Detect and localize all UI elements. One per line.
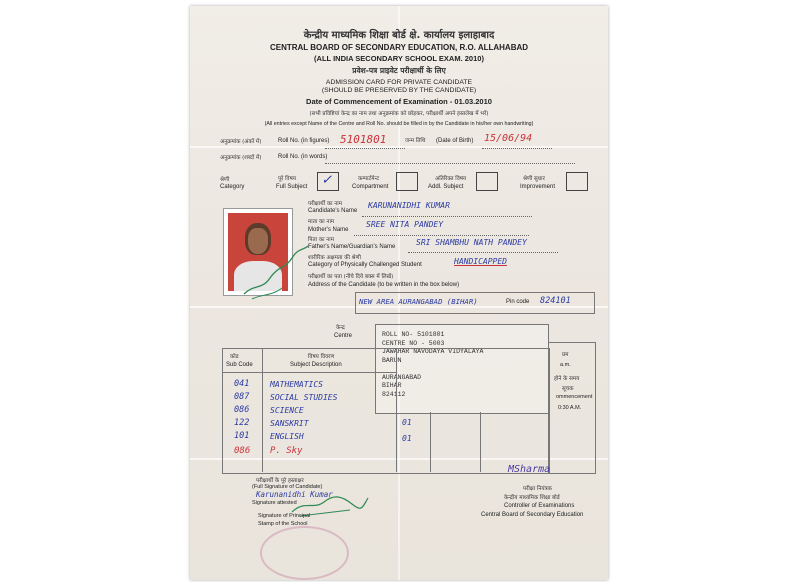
centre-line: BARUN: [382, 356, 402, 364]
marks-value: 01: [402, 434, 412, 443]
addl-subject-label: Addl. Subject: [428, 184, 464, 190]
handicap-label-hindi: शारीरिक अक्षमता की श्रेणी: [308, 255, 361, 261]
address-box: [355, 292, 595, 314]
signature-attested-label: Signature attested: [252, 500, 297, 506]
attestation-signature-photo: [242, 244, 312, 304]
handicap-value: HANDICAPPED: [454, 257, 507, 266]
dob-label: (Date of Birth): [436, 138, 474, 144]
compartment-label: Compartment: [352, 184, 389, 190]
subject-codes: [234, 378, 249, 443]
addl-subject-label-hindi: अतिरिक्त विषय: [435, 176, 467, 182]
time-label-hindi-2: सूचक: [562, 386, 574, 392]
principal-signature-label: Signature of Principal: [258, 513, 311, 519]
handicap-label: Category of Physically Challenged Student: [308, 262, 422, 268]
centre-line: 824112: [382, 390, 406, 398]
red-subject-name: P. Sky: [270, 446, 303, 456]
controller-label-hindi-2: केन्द्रीय माध्यमिक शिक्षा बोर्ड: [504, 495, 560, 501]
code-header: Sub Code: [226, 362, 253, 368]
preserve-note: (SHOULD BE PRESERVED BY THE CANDIDATE): [321, 87, 477, 94]
subject-names: [270, 378, 337, 443]
centre-line: BIHAR: [382, 382, 402, 389]
subject-code: 122: [234, 418, 250, 428]
code-header-hindi: कोड: [230, 354, 239, 360]
candidate-signature: Karunanidhi Kumar: [256, 490, 333, 499]
subject-code: 087: [234, 392, 250, 402]
board-title-hindi: केन्द्रीय माध्यमिक शिक्षा बोर्ड क्षे. कार्यालय इलाहाबाद: [303, 30, 495, 41]
mother-label: Mother's Name: [308, 227, 349, 233]
commencement-date: Date of Commencement of Examination - 01.03.2010: [306, 97, 492, 106]
entries-note: (All entries except Name of the Centre and Roll No. should be filled in by the Candidate in his/her own handwriting): [264, 121, 534, 127]
name-label-hindi: परीक्षार्थी का नाम: [308, 201, 343, 207]
roll-words-label-hindi: अनुक्रमांक (शब्दों में): [220, 155, 262, 161]
tick-mark: ✓: [322, 170, 332, 188]
candidate-name: KARUNANIDHI KUMAR: [368, 201, 450, 210]
roll-figures-label: Roll No. (in figures): [278, 138, 330, 144]
controller-signature: MSharma: [508, 464, 551, 475]
roll-figures-label-hindi: अनुक्रमांक (अंकों में): [220, 139, 262, 145]
pin-code-label: Pin code: [506, 299, 530, 305]
desc-header: Subject Description: [290, 362, 342, 368]
address-label-hindi: परीक्षार्थी का पता (नीचे दिये बक्स में लिखें): [308, 274, 394, 280]
compartment-checkbox: [396, 172, 418, 191]
improvement-label-hindi: श्रेणी सुधार: [523, 176, 545, 182]
exam-title: (ALL INDIA SECONDARY SCHOOL EXAM. 2010): [314, 54, 484, 63]
roll-words-label: Roll No. (in words): [278, 154, 328, 160]
centre-label: Centre: [334, 333, 353, 339]
name-label: Candidate's Name: [308, 208, 358, 214]
school-stamp-label: Stamp of the School: [258, 521, 308, 527]
desc-header-hindi: विषय विवरण: [308, 354, 335, 360]
father-label: Father's Name/Guardian's Name: [308, 244, 396, 250]
full-subject-checkbox: [317, 172, 339, 191]
dob-label-hindi: जन्म तिथि: [405, 138, 426, 144]
father-label-hindi: पिता का नाम: [308, 237, 335, 243]
admission-card: [190, 6, 608, 580]
subject-name: SCIENCE: [270, 406, 304, 415]
card-title: ADMISSION CARD FOR PRIVATE CANDIDATE: [325, 79, 473, 86]
subject-name: MATHEMATICS: [270, 380, 323, 389]
centre-line: JAWAHAR NAVODAYA VIDYALAYA: [382, 348, 484, 355]
board-title: CENTRAL BOARD OF SECONDARY EDUCATION, R.O. ALLAHABAD: [269, 43, 529, 52]
improvement-checkbox: [566, 172, 588, 191]
category-label: Category: [220, 184, 245, 190]
centre-line: ROLL NO- 5101801: [382, 331, 445, 338]
mother-name: SREE NITA PANDEY: [366, 220, 444, 229]
subject-name: SANSKRIT: [270, 419, 309, 428]
dob-value: 15/06/94: [484, 133, 533, 144]
time-label-hindi: होने के समय: [554, 376, 580, 382]
centre-line: AURANGABAD: [382, 373, 422, 381]
pin-code-value: 824101: [540, 296, 571, 306]
red-subject-code: 086: [234, 446, 251, 456]
addl-subject-checkbox: [476, 172, 498, 191]
card-title-hindi: प्रवेश-पत्र प्राइवेट परीक्षार्थी के लिए: [352, 66, 446, 75]
centre-line: CENTRE NO - 5003: [382, 339, 445, 347]
candidate-signature-label: (Full Signature of Candidate): [252, 484, 323, 490]
board-label: Central Board of Secondary Education: [481, 512, 584, 518]
category-label-hindi: श्रेणी: [220, 177, 230, 183]
controller-label-hindi: परीक्षा नियंत्रक: [523, 486, 552, 492]
full-subject-label-hindi: पूरे विषय: [278, 176, 296, 182]
address-value: NEW AREA AURANGABAD (BIHAR): [359, 297, 478, 306]
improvement-label: Improvement: [520, 184, 556, 190]
subject-code: 086: [234, 405, 250, 415]
subject-name: SOCIAL STUDIES: [270, 393, 338, 402]
subject-name: ENGLISH: [270, 432, 304, 441]
am-label: a.m.: [560, 362, 571, 368]
commencement-label: ommencement: [556, 394, 593, 400]
roll-figures-value: 5101801: [340, 133, 387, 146]
father-name: SRI SHAMBHU NATH PANDEY: [416, 238, 527, 247]
marks-value: 01: [402, 418, 412, 427]
date-label-hindi: प्रम: [562, 352, 569, 358]
candidate-signature-label-hindi: परीक्षार्थी के पूरे हस्ताक्षर: [256, 478, 304, 484]
entries-note-hindi: (सभी प्रविष्टियां केन्द्र का नाम तथा अनुक्रमांक को छोड़कर, परीक्षार्थी अपने हस्तलेख में भरें): [309, 111, 489, 117]
address-label: Address of the Candidate (to be written in the box below): [308, 282, 460, 288]
subject-code: 041: [234, 379, 250, 389]
mother-label-hindi: माता का नाम: [308, 219, 335, 225]
controller-label: Controller of Examinations: [504, 503, 575, 509]
start-time: 0:30 A.M.: [558, 405, 582, 411]
school-stamp: [260, 526, 349, 580]
compartment-label-hindi: कम्पार्टमेन्ट: [358, 176, 380, 182]
full-subject-label: Full Subject: [276, 184, 308, 190]
subject-code: 101: [234, 431, 250, 441]
centre-label-hindi: केन्द्र: [336, 325, 345, 331]
